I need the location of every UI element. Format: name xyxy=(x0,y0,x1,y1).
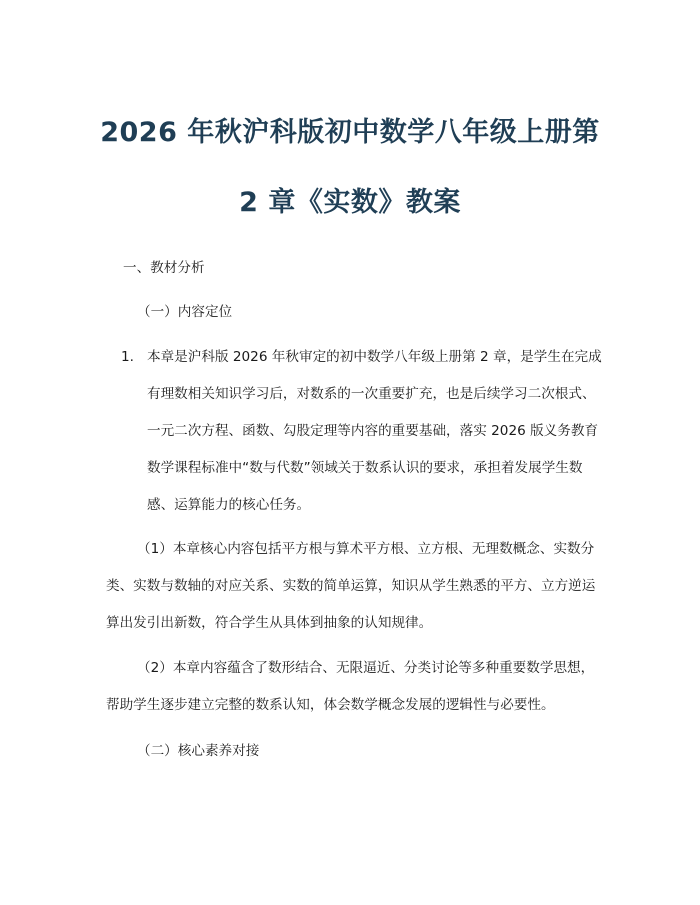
document-title-line-1: 2026 年秋沪科版初中数学八年级上册第 xyxy=(100,117,600,148)
list-item-line: 感、运算能力的核心任务。 xyxy=(147,497,311,513)
document-title-line-2: 2 章《实数》教案 xyxy=(239,187,461,218)
subsection-heading-content-positioning: （一）内容定位 xyxy=(137,304,233,320)
list-item-line: 本章是沪科版 2026 年秋审定的初中数学八年级上册第 2 章，是学生在完成 xyxy=(147,349,602,365)
paragraph-line: 类、实数与数轴的对应关系、实数的简单运算，知识从学生熟悉的平方、立方逆运 xyxy=(106,578,596,594)
paragraph-line: （2）本章内容蕴含了数形结合、无限逼近、分类讨论等多种重要数学思想， xyxy=(137,660,595,676)
paragraph-line: 算出发引出新数，符合学生从具体到抽象的认知规律。 xyxy=(106,615,433,631)
list-item-line: 一元二次方程、函数、勾股定理等内容的重要基础，落实 2026 版义务教育 xyxy=(147,423,599,439)
list-item-number: 1. xyxy=(121,349,134,365)
paragraph-line: 帮助学生逐步建立完整的数系认知，体会数学概念发展的逻辑性与必要性。 xyxy=(106,697,555,713)
paragraph-line: （1）本章核心内容包括平方根与算术平方根、立方根、无理数概念、实数分 xyxy=(137,541,595,557)
list-item-line: 有理数相关知识学习后，对数系的一次重要扩充，也是后续学习二次根式、 xyxy=(147,386,596,402)
section-heading-teaching-material-analysis: 一、教材分析 xyxy=(123,260,205,276)
subsection-heading-core-literacy: （二）核心素养对接 xyxy=(137,743,260,759)
list-item-line: 数学课程标准中“数与代数”领域关于数系认识的要求，承担着发展学生数 xyxy=(147,460,583,476)
